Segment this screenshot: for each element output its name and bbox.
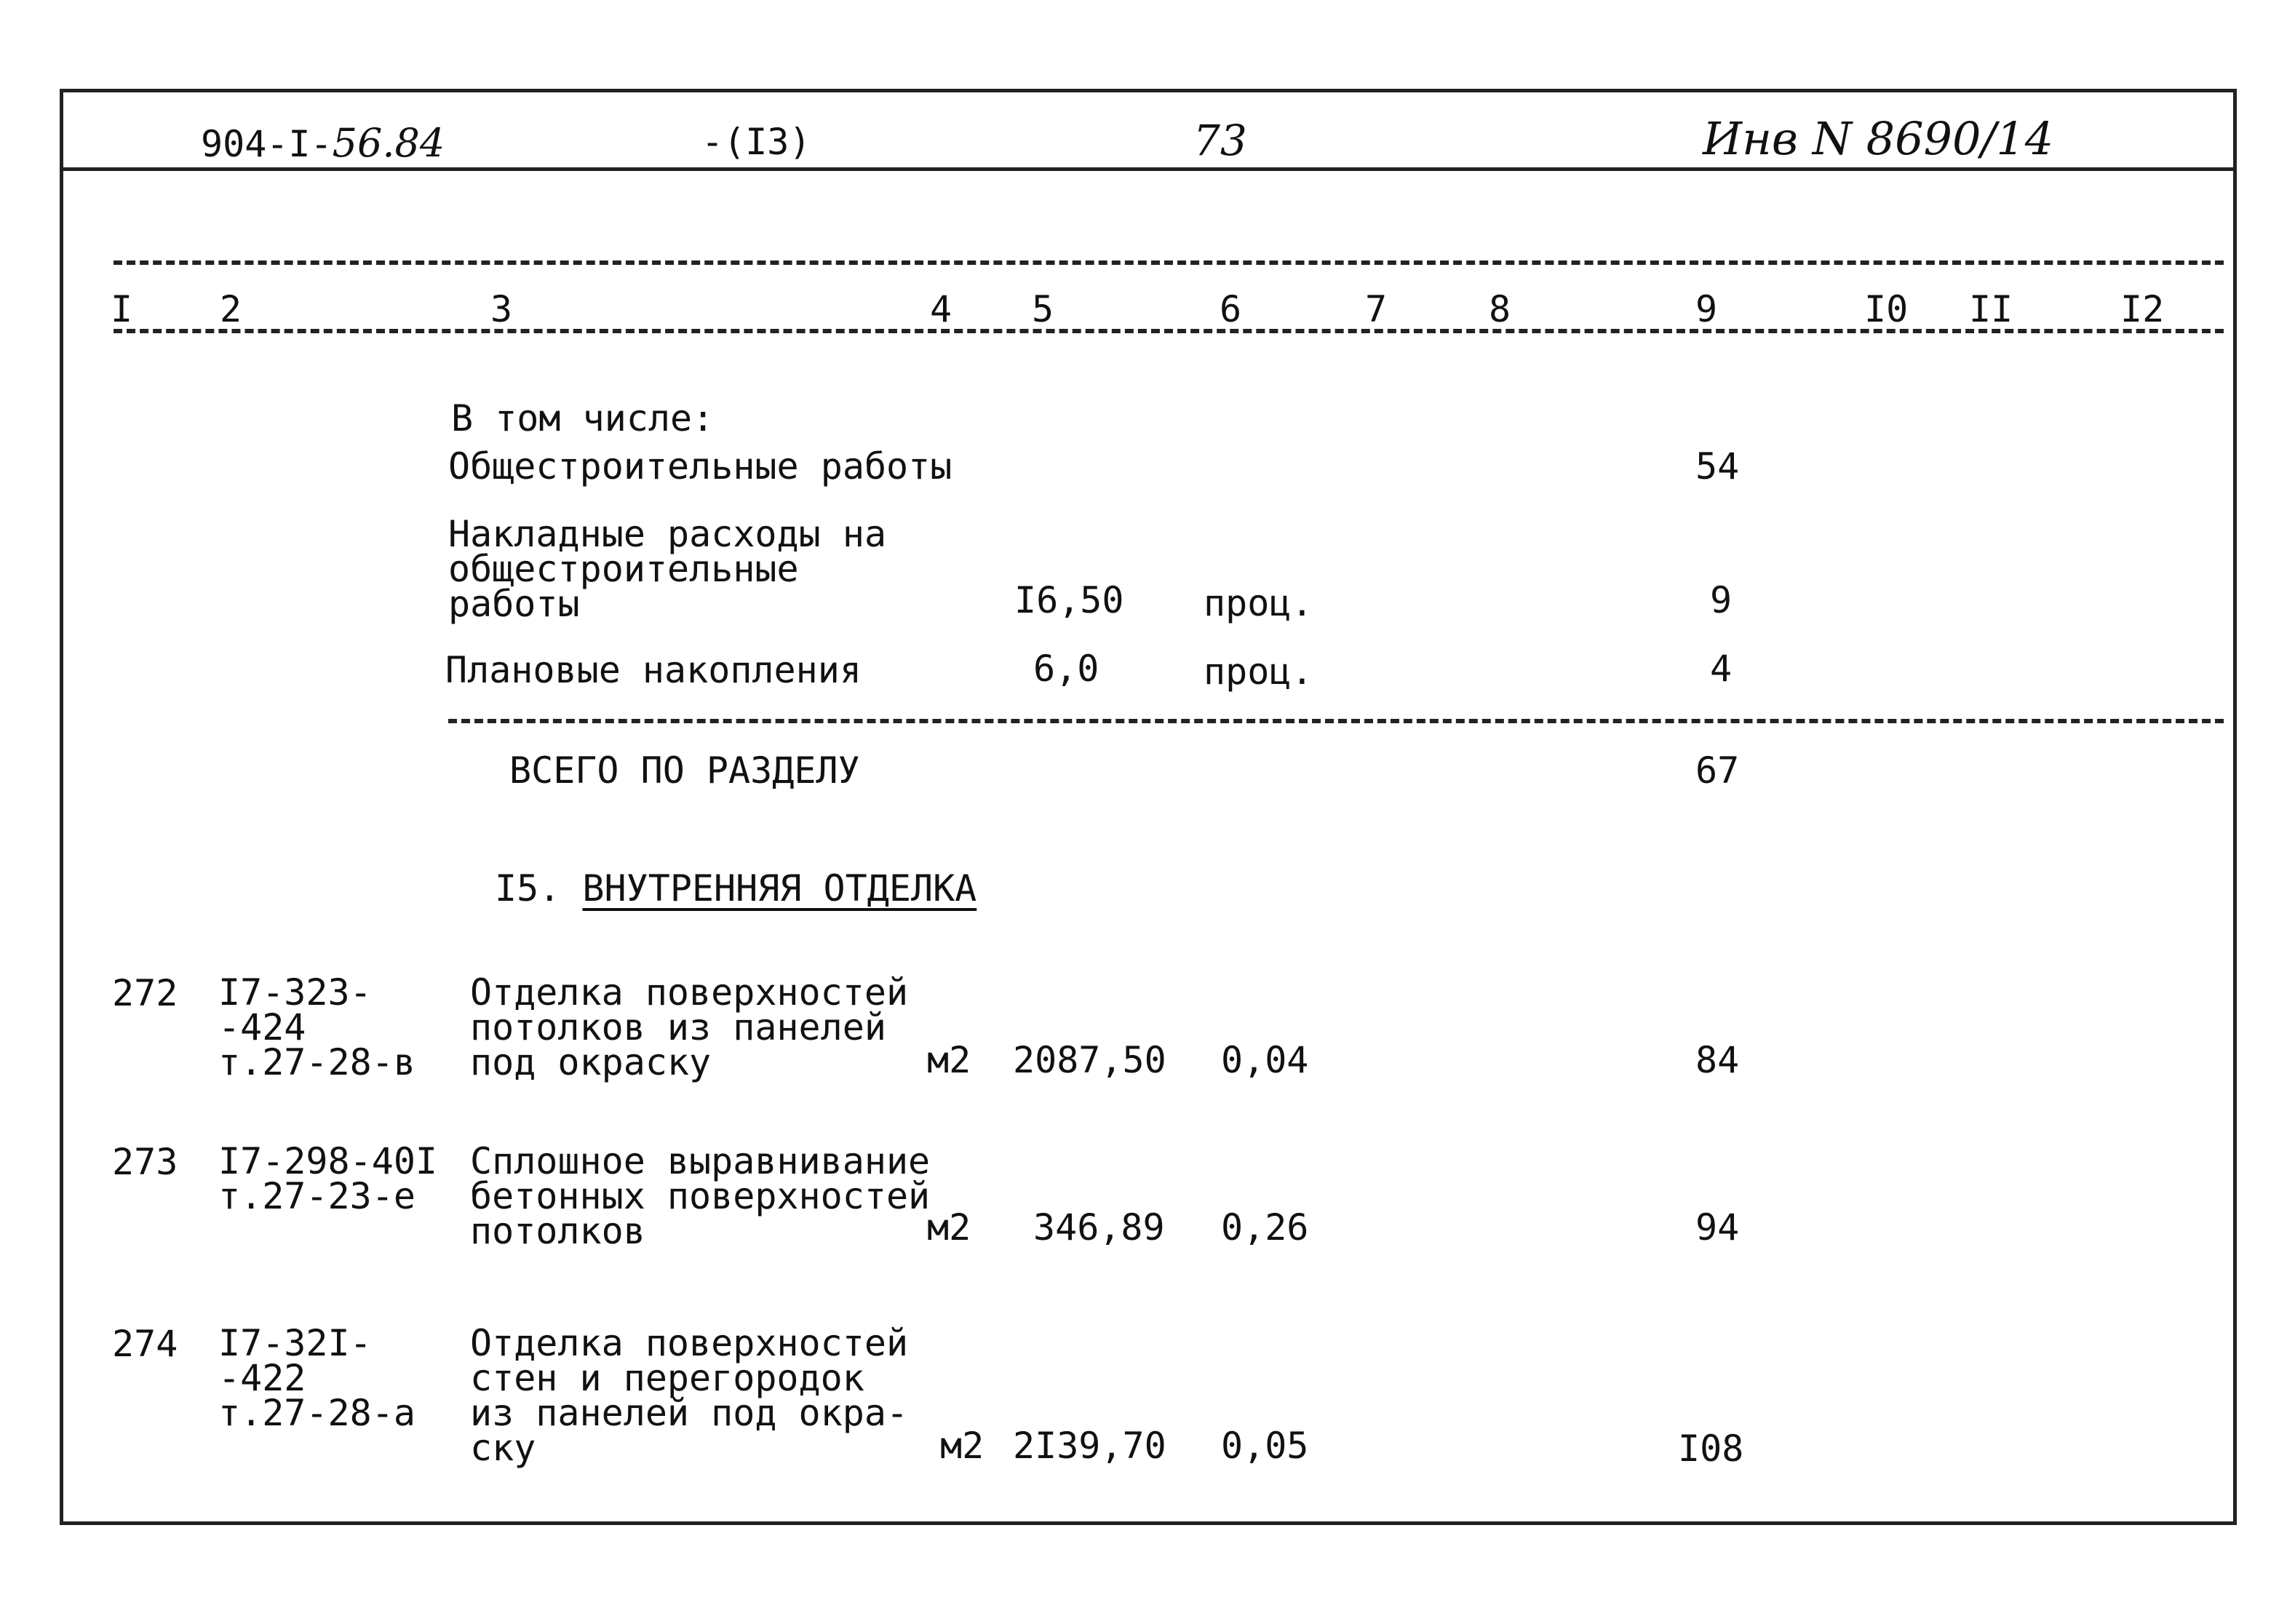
- overhead-value: 9: [1710, 579, 1733, 621]
- table-row-total: 94: [1695, 1206, 1740, 1249]
- page-frame: [60, 89, 2237, 1525]
- planned-savings-label: Плановые накопления: [445, 649, 862, 691]
- table-row-number: 272: [112, 972, 178, 1014]
- table-row-rate: 0,05: [1221, 1425, 1309, 1467]
- table-row-description: Отделка поверхностей стен и перегородок из панелей под окра- ску: [470, 1322, 909, 1469]
- column-header-12: I2: [2120, 288, 2165, 330]
- dashed-rule-top: [114, 260, 2224, 265]
- section-total-label: ВСЕГО ПО РАЗДЕЛУ: [509, 749, 860, 792]
- table-row-rate: 0,26: [1221, 1206, 1309, 1249]
- sheet-number: -(I3): [701, 121, 811, 163]
- column-header-1: I: [111, 288, 133, 330]
- doc-code: 904-I-56.84: [201, 120, 445, 166]
- table-row-total: 84: [1695, 1039, 1740, 1081]
- section-total-value: 67: [1695, 749, 1740, 792]
- column-header-9: 9: [1695, 288, 1718, 330]
- column-header-8: 8: [1489, 288, 1511, 330]
- table-row-unit: м2: [927, 1206, 971, 1249]
- inventory-number: Инв N 8690/14: [1703, 112, 2054, 165]
- table-row-code: I7-298-40I т.27-23-е: [218, 1140, 438, 1217]
- table-row-unit: м2: [940, 1425, 985, 1467]
- section-number: I5.: [495, 867, 561, 909]
- column-header-6: 6: [1220, 288, 1242, 330]
- planned-savings-unit: проц.: [1204, 650, 1313, 693]
- table-row-quantity: 2I39,70: [1013, 1425, 1166, 1467]
- general-works-label: Общестроительные работы: [448, 445, 952, 487]
- table-row-rate: 0,04: [1221, 1039, 1309, 1081]
- column-header-4: 4: [930, 288, 952, 330]
- page-number: 73: [1193, 116, 1247, 165]
- table-row-number: 274: [112, 1323, 178, 1365]
- overhead-label: Накладные расходы на общестроительные работы: [448, 513, 887, 625]
- planned-savings-value: 4: [1710, 648, 1733, 690]
- column-header-3: 3: [490, 288, 513, 330]
- column-header-5: 5: [1032, 288, 1054, 330]
- column-header-7: 7: [1365, 288, 1388, 330]
- table-row-unit: м2: [927, 1039, 971, 1081]
- planned-savings-rate: 6,0: [1033, 648, 1099, 690]
- table-row-number: 273: [112, 1141, 178, 1183]
- column-header-11: II: [1969, 288, 2013, 330]
- overhead-rate: I6,50: [1014, 579, 1124, 621]
- overhead-unit: проц.: [1204, 582, 1313, 624]
- table-row-quantity: 2087,50: [1013, 1039, 1166, 1081]
- header-rule: [63, 167, 2234, 171]
- section-heading: [495, 867, 977, 909]
- table-row-total: I08: [1678, 1428, 1744, 1470]
- dashed-rule-total: [448, 719, 2224, 723]
- table-row-description: Отделка поверхностей потолков из панелей под окраску: [470, 971, 909, 1083]
- section-title: ВНУТРЕННЯЯ ОТДЕЛКА: [582, 867, 977, 909]
- column-header-10: I0: [1864, 288, 1909, 330]
- table-row-quantity: 346,89: [1033, 1206, 1165, 1249]
- table-row-code: I7-323- -424 т.27-28-в: [218, 971, 415, 1083]
- table-row-code: I7-32I- -422 т.27-28-а: [218, 1322, 415, 1434]
- general-works-value: 54: [1695, 445, 1740, 487]
- table-row-description: Сплошное выравнивание бетонных поверхностей потолков: [470, 1140, 931, 1252]
- including-label: В том числе:: [451, 397, 715, 439]
- column-header-2: 2: [220, 288, 242, 330]
